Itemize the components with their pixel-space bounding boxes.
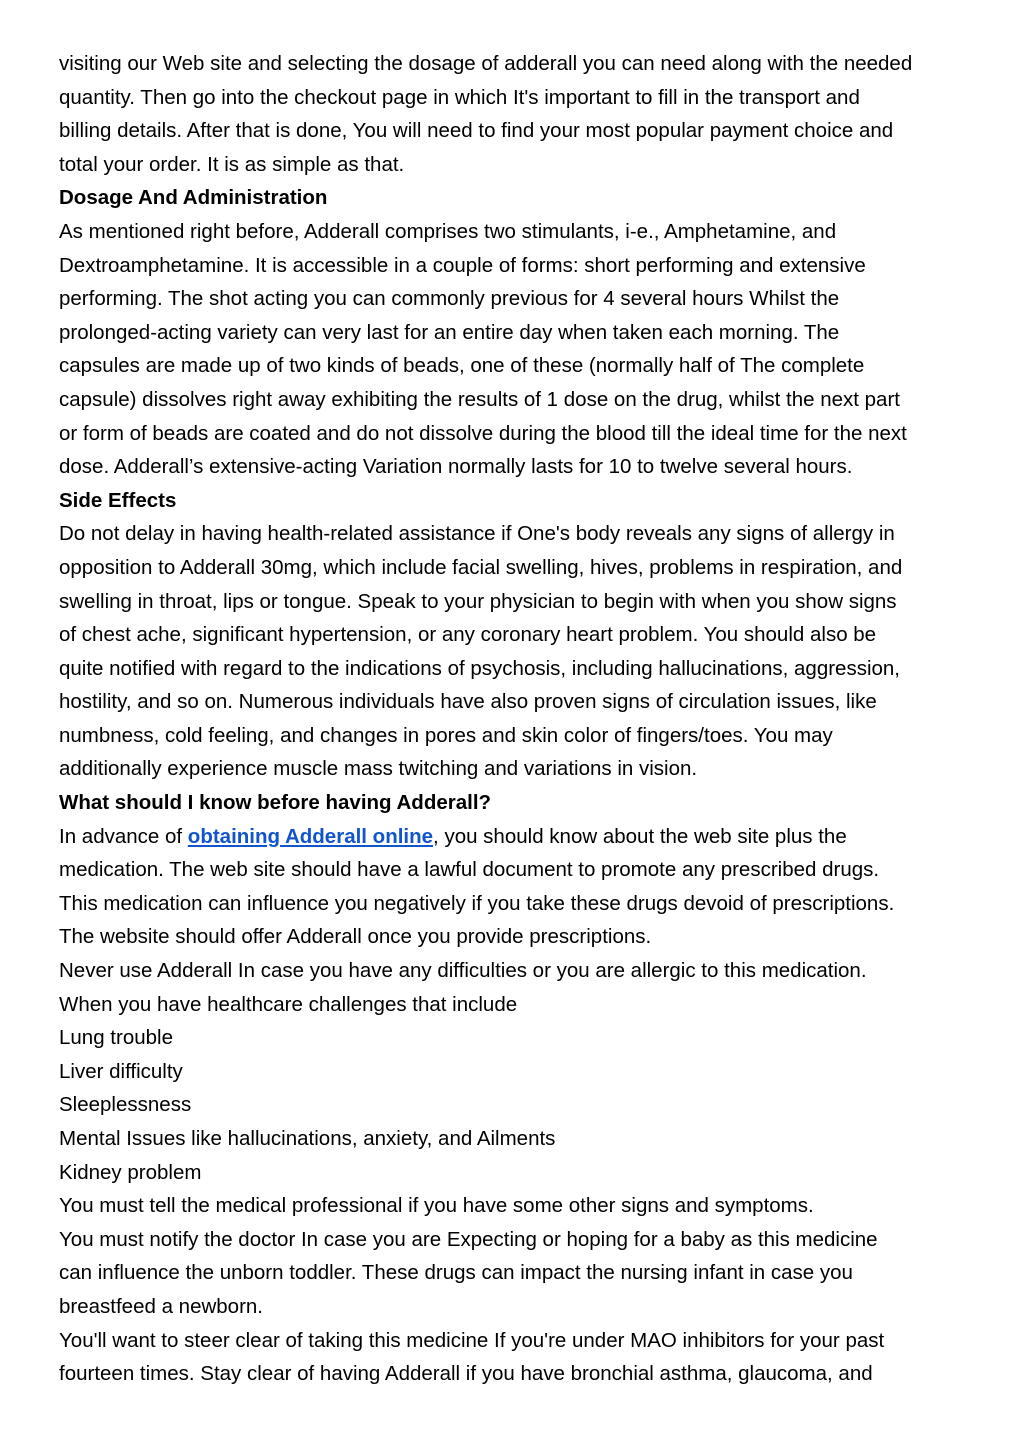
dosage-line: performing. The shot acting you can commonly previous for 4 several hours Whilst the xyxy=(59,287,840,311)
condition-item: Liver difficulty xyxy=(59,1059,183,1083)
before-line: medication. The web site should have a lawful document to promote any prescribed drugs. xyxy=(59,858,880,882)
before-first-line xyxy=(59,820,971,854)
condition-item: Mental Issues like hallucinations, anxiety, and Ailments xyxy=(59,1127,556,1150)
before-heading: What should I know before having Adderall? xyxy=(59,791,492,815)
side-effects-line: quite notified with regard to the indications of psychosis, including hallucinations, aggression, xyxy=(59,656,901,680)
intro-line: billing details. After that is done, You will need to find your most popular payment choice and xyxy=(59,119,894,143)
after-line: You must notify the doctor In case you are Expecting or hoping for a baby as this medicine xyxy=(59,1227,878,1251)
after-line: can influence the unborn toddler. These drugs can impact the nursing infant in case you xyxy=(59,1261,853,1285)
before-suffix: , you should know about the web site plus the xyxy=(433,824,847,848)
before-line: When you have healthcare challenges that include xyxy=(59,992,518,1016)
after-line: fourteen times. Stay clear of having Adderall if you have bronchial asthma, glaucoma, and xyxy=(59,1362,873,1386)
side-effects-line: additionally experience muscle mass twitching and variations in vision. xyxy=(59,757,698,781)
condition-item: Kidney problem xyxy=(59,1160,202,1184)
before-line: Never use Adderall In case you have any difficulties or you are allergic to this medication. xyxy=(59,959,867,983)
dosage-line: capsules are made up of two kinds of beads, one of these (normally half of The complete xyxy=(59,354,865,378)
side-effects-line: swelling in throat, lips or tongue. Speak to your physician to begin with when you show signs xyxy=(59,589,897,613)
dosage-line: capsule) dissolves right away exhibiting the results of 1 dose on the drug, whilst the next part xyxy=(59,387,900,411)
side-effects-line: numbness, cold feeling, and changes in pores and skin color of fingers/toes. You may xyxy=(59,723,833,747)
intro-line: quantity. Then go into the checkout page in which It's important to fill in the transport and xyxy=(59,85,860,109)
document-page xyxy=(59,47,971,1391)
after-line: You'll want to steer clear of taking this medicine If you're under MAO inhibitors for your past xyxy=(59,1328,885,1352)
dosage-heading: Dosage And Administration xyxy=(59,186,328,210)
intro-line: visiting our Web site and selecting the dosage of adderall you can need along with the needed xyxy=(59,52,913,75)
after-line: You must tell the medical professional if you have some other signs and symptoms. xyxy=(59,1194,814,1218)
intro-line: total your order. It is as simple as that. xyxy=(59,152,405,176)
side-effects-line: hostility, and so on. Numerous individuals have also proven signs of circulation issues, like xyxy=(59,690,877,714)
obtaining-adderall-link[interactable]: obtaining Adderall online xyxy=(187,824,434,848)
dosage-line: Dextroamphetamine. It is accessible in a couple of forms: short performing and extensive xyxy=(59,253,866,277)
before-line: The website should offer Adderall once you provide prescriptions. xyxy=(59,925,652,949)
side-effects-line: opposition to Adderall 30mg, which include facial swelling, hives, problems in respiration, and xyxy=(59,555,903,579)
dosage-line: dose. Adderall’s extensive-acting Variation normally lasts for 10 to twelve several hours. xyxy=(59,455,853,479)
dosage-line: or form of beads are coated and do not dissolve during the blood till the ideal time for the next xyxy=(59,421,907,445)
side-effects-heading: Side Effects xyxy=(59,488,177,512)
after-line: breastfeed a newborn. xyxy=(59,1294,263,1318)
condition-item: Lung trouble xyxy=(59,1026,173,1050)
dosage-line: prolonged-acting variety can very last for an entire day when taken each morning. The xyxy=(59,320,840,344)
before-line: This medication can influence you negatively if you take these drugs devoid of prescriptions. xyxy=(59,891,895,915)
side-effects-line: of chest ache, significant hypertension, or any coronary heart problem. You should also be xyxy=(59,623,877,647)
dosage-line: As mentioned right before, Adderall comprises two stimulants, i-e., Amphetamine, and xyxy=(59,219,837,243)
condition-item: Sleeplessness xyxy=(59,1093,192,1117)
before-prefix: In advance of xyxy=(59,824,188,848)
side-effects-line: Do not delay in having health-related assistance if One's body reveals any signs of allergy in xyxy=(59,522,895,546)
